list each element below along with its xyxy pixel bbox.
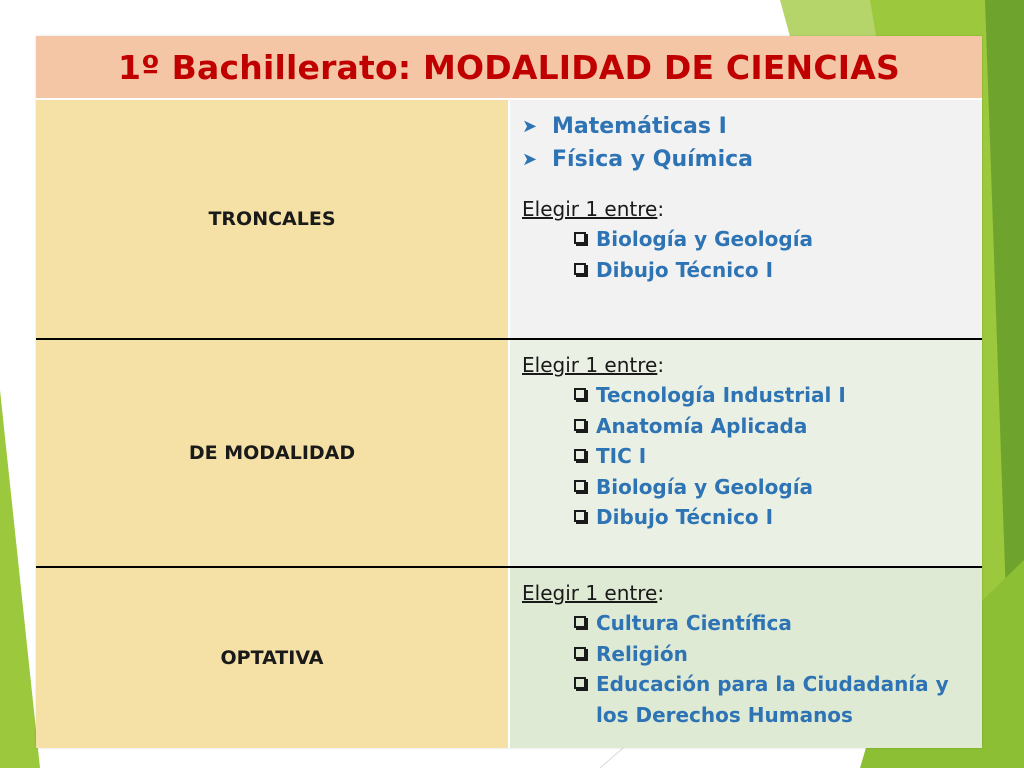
row-content [509,567,982,748]
table-row-de-modalidad [36,339,982,567]
checkbox-bullet-icon [574,647,586,659]
checkbox-bullet-icon [574,232,586,244]
green-stripe-left [0,390,40,768]
row-label: DE MODALIDAD [188,442,356,464]
list-item: TIC I [574,441,970,472]
row-label-cell [36,99,509,339]
checkbox-bullet-icon [574,616,586,628]
arrow-bullet-icon: ➤ [522,116,538,137]
checkbox-bullet-icon [574,449,586,461]
row-label: OPTATIVA [220,647,324,669]
core-subject-label: Matemáticas I [552,114,727,139]
list-item: Educación para la Ciudadanía y los Derechos Humanos [574,669,970,730]
core-subject-item [522,143,970,176]
list-item: Religión [574,639,970,670]
arrow-bullet-icon: ➤ [522,149,538,170]
choose-instruction: Elegir 1 entre: [522,197,665,221]
list-item: Dibujo Técnico I [574,255,970,286]
row-label: TRONCALES [208,208,336,230]
table-row-optativa [36,567,982,748]
checkbox-bullet-icon [574,480,586,492]
row-label-cell [36,567,509,748]
title-cell [36,36,982,99]
checkbox-bullet-icon [574,388,586,400]
list-item: Anatomía Aplicada [574,411,970,442]
list-item: Biología y Geología [574,472,970,503]
row-label-cell [36,339,509,567]
checkbox-bullet-icon [574,677,586,689]
checkbox-bullet-icon [574,263,586,275]
table-row-troncales [36,99,982,339]
option-list [522,224,970,285]
option-list [522,380,970,533]
subjects-table [36,36,982,748]
list-item: Dibujo Técnico I [574,502,970,533]
choose-instruction: Elegir 1 entre: [522,581,665,605]
checkbox-bullet-icon [574,510,586,522]
core-subject-item [522,110,970,143]
row-content [509,339,982,567]
row-content [509,99,982,339]
choose-instruction: Elegir 1 entre: [522,353,665,377]
checkbox-bullet-icon [574,419,586,431]
list-item: Cultura Científica [574,608,970,639]
core-subject-label: Física y Química [552,147,754,172]
list-item: Biología y Geología [574,224,970,255]
list-item: Tecnología Industrial I [574,380,970,411]
page-title: 1º Bachillerato: MODALIDAD DE CIENCIAS [118,47,900,87]
option-list [522,608,970,730]
